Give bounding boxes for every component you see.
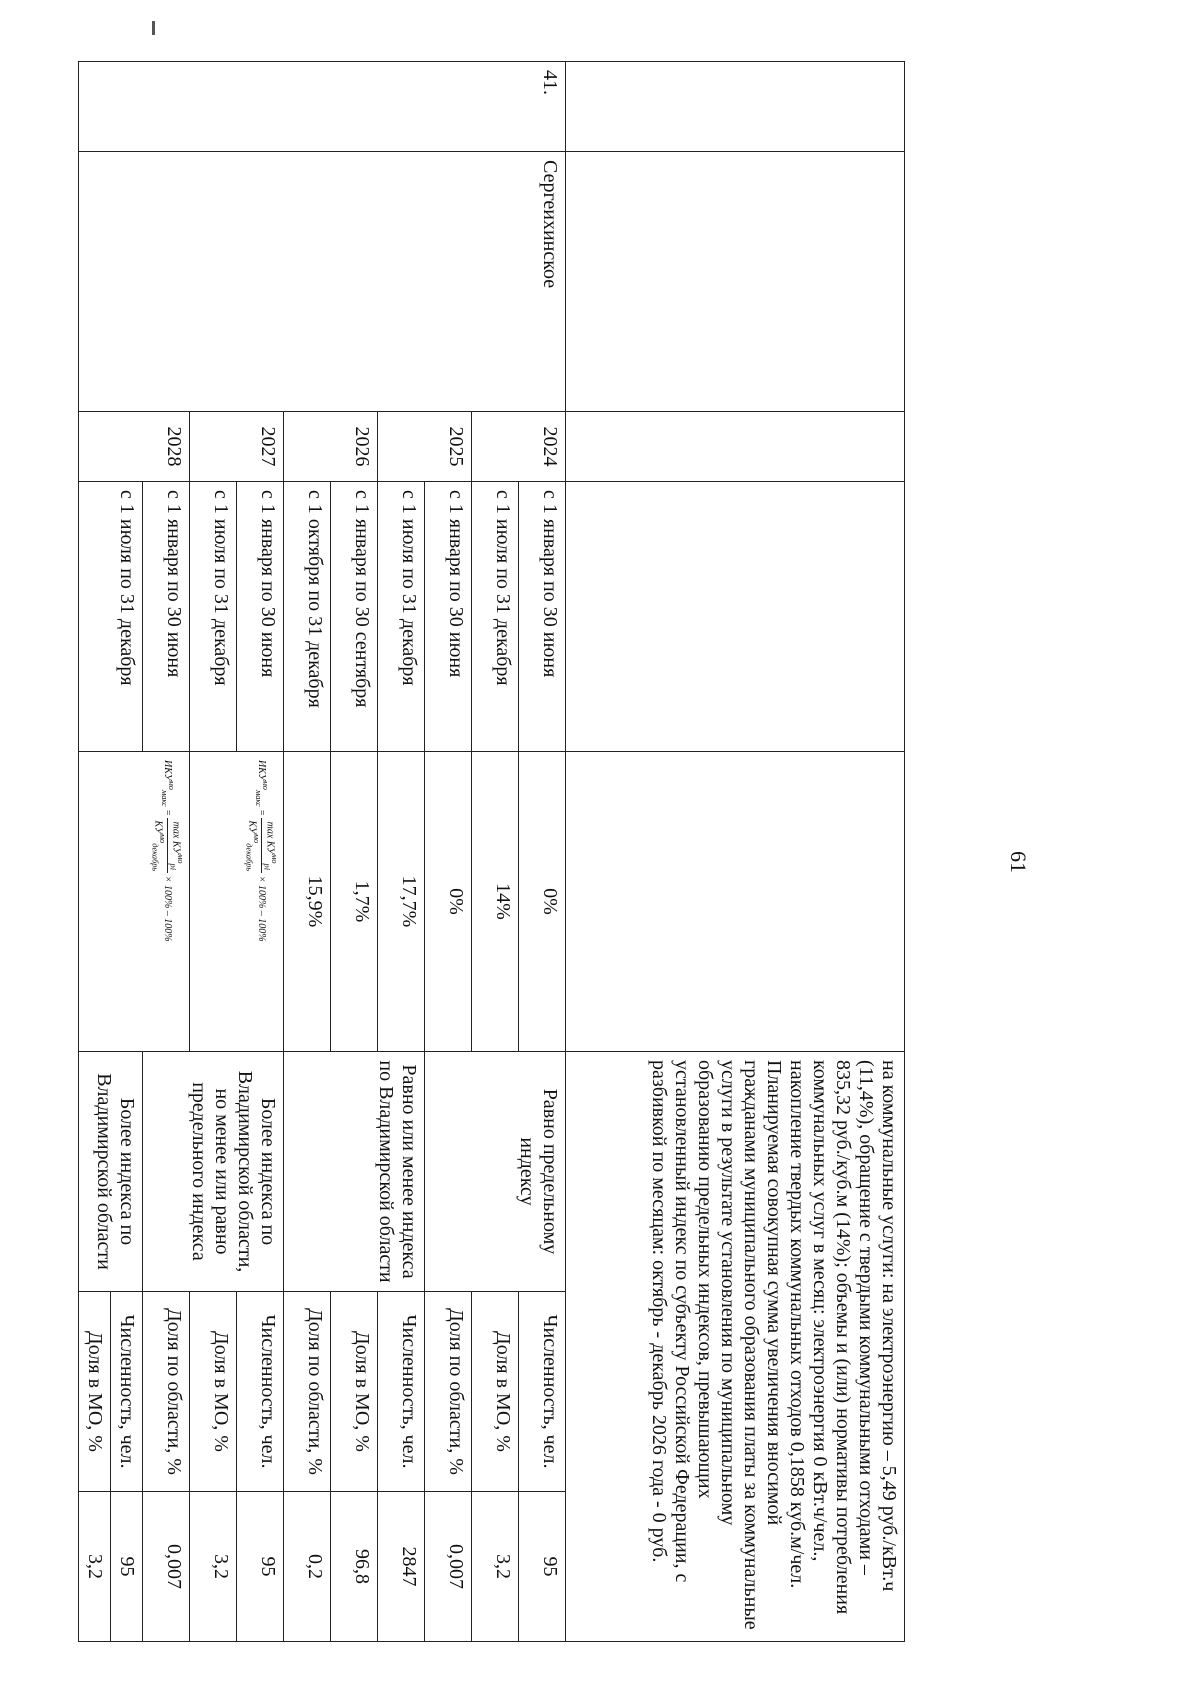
formula-den-sup: мо <box>157 833 167 844</box>
index-cell: 0% <box>425 752 472 1052</box>
metric-cell: Доля в МО, % <box>472 1292 519 1492</box>
table-row <box>519 62 566 1642</box>
formula-lhs-sup: мо <box>167 780 177 790</box>
period-cell: с 1 октября по 31 декабря <box>284 482 331 752</box>
index-cell: 15,9% <box>284 752 331 1052</box>
value-cell: 3,2 <box>190 1492 237 1642</box>
value-cell: 0,007 <box>425 1492 472 1642</box>
formula-cell <box>190 752 284 1052</box>
formula-num-sub: рi <box>168 863 178 871</box>
period-cell: с 1 июля по 31 декабря <box>79 482 143 752</box>
year-cell: 2027 <box>190 412 284 482</box>
rotated-page <box>84 61 1055 1641</box>
formula-fraction <box>243 818 279 873</box>
formula-denominator: КУ <box>246 820 258 834</box>
value-cell: 0,007 <box>143 1492 190 1642</box>
formula-lhs-sub: макс <box>159 789 169 807</box>
period-cell: с 1 июля по 31 декабря <box>378 482 425 752</box>
metric-cell: Доля по области, % <box>284 1292 331 1492</box>
year-cell: 2024 <box>472 412 566 482</box>
period-cell: с 1 января по 30 июня <box>143 482 190 752</box>
value-cell: 0,2 <box>284 1492 331 1642</box>
description-cell: на коммунальные услуги: на электроэнергию – 5,49 руб./кВт.ч (11,4%), обращение с твердыми коммунальными отходами – 835,32 руб./куб.м (14%); объемы и (или) нормативы потребления коммунальных услуг в месяц: электроэнергия 0 кВт.ч/чел., накопление твердых коммунальных отходов 0,1858 куб.м/чел. Планируемая совокупная сумма увеличения вносимой гражданами муниципального образования платы за коммунальные услуги в результате установления по муниципальному образованию предельных индексов, превышающих установленный индекс по субъекту Российской Федерации, с разбивкой по месяцам: октябрь - декабрь 2026 года - 0 руб. <box>566 1052 905 1642</box>
continuation-row <box>566 62 905 1642</box>
category-cell: Равно или менее индекса по Владимирской области <box>284 1052 425 1292</box>
formula-fraction <box>149 818 185 873</box>
value-cell: 3,2 <box>79 1492 111 1642</box>
entry-number: 41. <box>79 62 566 152</box>
year-cell: 2025 <box>378 412 472 482</box>
metric-cell: Доля по области, % <box>143 1292 190 1492</box>
formula-num-sub: рi <box>262 863 272 871</box>
scan-mark <box>152 21 155 35</box>
formula-lhs-sub: макс <box>253 789 263 807</box>
municipality-cell-top <box>566 152 905 412</box>
index-cell-top <box>566 752 905 1052</box>
value-cell: 95 <box>237 1492 284 1642</box>
tariff-table <box>78 61 905 1642</box>
formula-tail: × 100% – 100% <box>255 875 267 942</box>
page-number: 61 <box>1006 851 1031 873</box>
category-cell: Равно предельному индексу <box>425 1052 566 1292</box>
value-cell: 95 <box>111 1492 143 1642</box>
formula-den-sup: мо <box>251 833 261 844</box>
period-cell: с 1 января по 30 июня <box>519 482 566 752</box>
period-cell: с 1 января по 30 сентября <box>331 482 378 752</box>
max-index-formula: $ИКУ^{мо}_{макс}$ = $\max КУ^{мо}_{рi}$ $КУ^{мо}_{декабрь}$ × 100% – 100% <box>244 760 279 942</box>
metric-cell: Численность, чел. <box>111 1292 143 1492</box>
formula-den-sub: декабрь <box>150 843 160 872</box>
period-cell-top <box>566 482 905 752</box>
formula-den-sub: декабрь <box>244 843 254 872</box>
metric-cell: Численность, чел. <box>237 1292 284 1492</box>
metric-cell: Доля по области, % <box>425 1292 472 1492</box>
index-cell: 17,7% <box>378 752 425 1052</box>
category-cell: Более индекса по Владимирской области <box>79 1052 143 1292</box>
value-cell: 2847 <box>378 1492 425 1642</box>
formula-lhs: ИКУ <box>161 760 173 781</box>
period-cell: с 1 января по 30 июня <box>425 482 472 752</box>
period-cell: с 1 июля по 31 декабря <box>190 482 237 752</box>
index-cell: 14% <box>472 752 519 1052</box>
max-index-formula: $ИКУ^{мо}_{макс}$ = $\max КУ^{мо}_{рi}$ $КУ^{мо}_{декабрь}$ × 100% – 100% <box>150 760 185 942</box>
year-cell-top <box>566 412 905 482</box>
period-cell: с 1 июля по 31 декабря <box>472 482 519 752</box>
index-cell: 0% <box>519 752 566 1052</box>
formula-lhs-sup: мо <box>261 780 271 790</box>
index-cell: 1,7% <box>331 752 378 1052</box>
year-cell: 2028 <box>79 412 190 482</box>
value-cell: 96,8 <box>331 1492 378 1642</box>
metric-cell: Доля в МО, % <box>190 1292 237 1492</box>
formula-lhs: ИКУ <box>255 760 267 781</box>
value-cell: 3,2 <box>472 1492 519 1642</box>
formula-tail: × 100% – 100% <box>161 875 173 942</box>
metric-cell: Численность, чел. <box>378 1292 425 1492</box>
metric-cell: Численность, чел. <box>519 1292 566 1492</box>
number-cell-top <box>566 62 905 152</box>
period-cell: с 1 января по 30 июня <box>237 482 284 752</box>
formula-numerator: max КУ <box>170 821 182 855</box>
formula-cell <box>79 752 190 1052</box>
metric-cell: Доля в МО, % <box>79 1292 111 1492</box>
formula-num-sup: мо <box>270 854 279 864</box>
year-cell: 2026 <box>284 412 378 482</box>
metric-cell: Доля в МО, % <box>331 1292 378 1492</box>
formula-num-sup: мо <box>176 854 185 864</box>
formula-denominator: КУ <box>152 820 164 834</box>
value-cell: 95 <box>519 1492 566 1642</box>
municipality-name: Сергеихинское <box>79 152 566 412</box>
category-cell: Более индекса по Владимирской области, но менее или равно предельного индекса <box>143 1052 284 1292</box>
formula-numerator: max КУ <box>264 821 276 855</box>
